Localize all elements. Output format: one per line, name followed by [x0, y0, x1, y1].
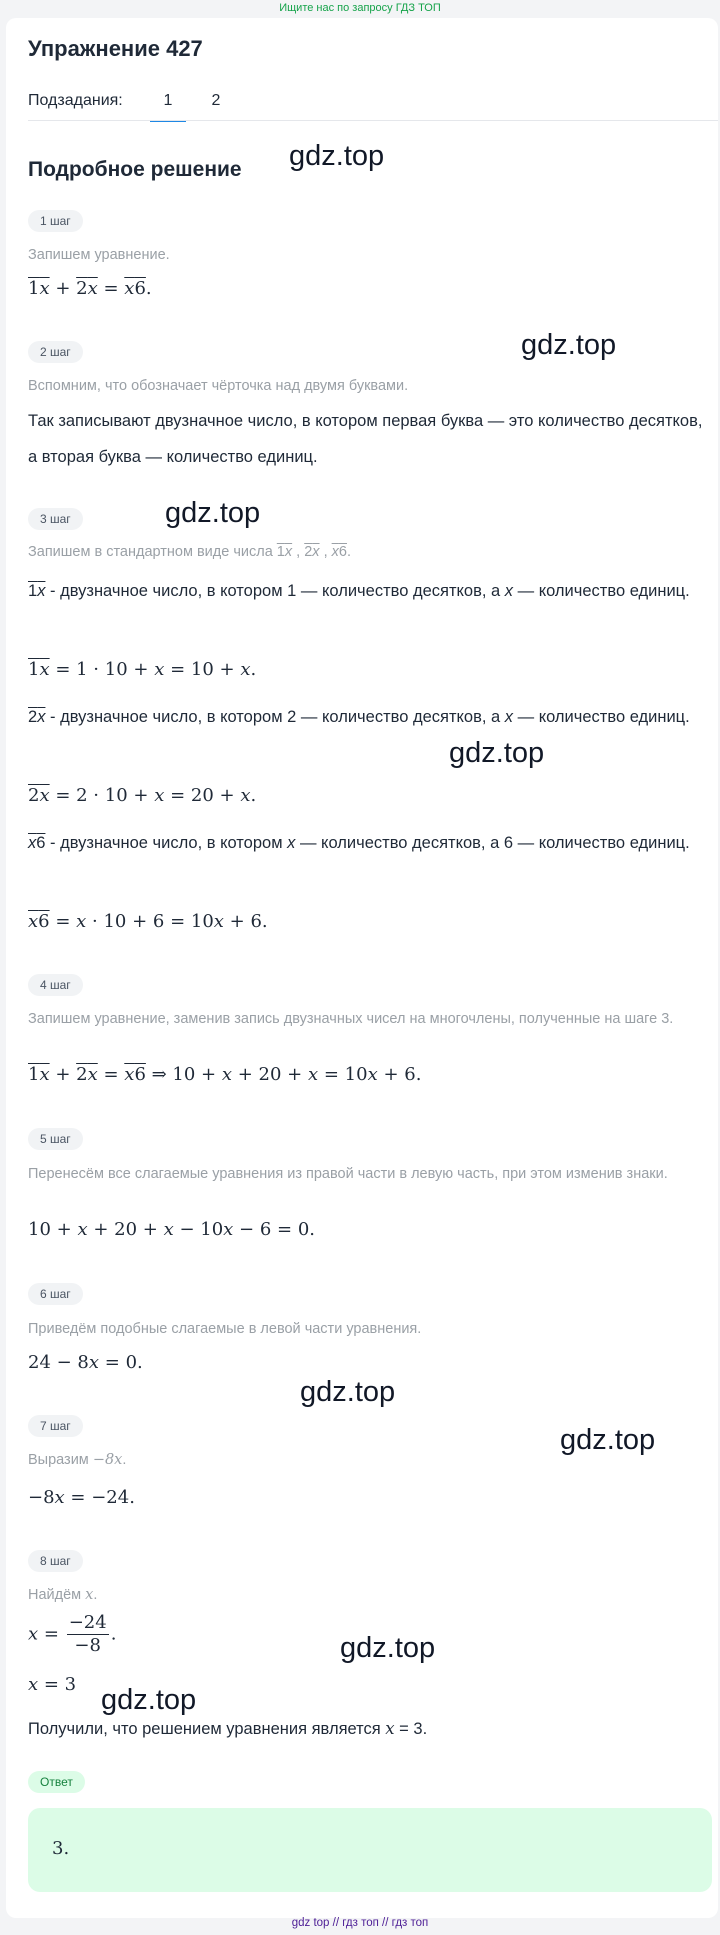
- step3-text-x6: x6 - двузначное число, в котором x — количество десятков, а 6 — количество единиц.: [28, 834, 690, 852]
- watermark: gdz.top: [289, 140, 385, 172]
- step-badge-4: 4 шаг: [28, 974, 83, 996]
- step-math-5: 10 + x + 20 + x − 10x − 6 = 0.: [28, 1219, 315, 1240]
- subtasks-label: Подзадания:: [28, 92, 123, 109]
- step-math-6: 24 − 8x = 0.: [28, 1352, 143, 1373]
- step-badge-8: 8 шаг: [28, 1550, 83, 1572]
- step3-math-2x: 2x = 2 · 10 + x = 20 + x.: [28, 785, 257, 806]
- step8-conclusion: Получили, что решением уравнения является x = 3.: [28, 1719, 428, 1738]
- step-badge-3: 3 шаг: [28, 508, 83, 530]
- step-desc-8: Найдём x.: [28, 1587, 98, 1603]
- step-math-7: −8x = −24.: [28, 1487, 135, 1508]
- step-desc-2: Вспомним, что обозначает чёрточка над двумя буквами.: [28, 378, 409, 394]
- step-text-2: Так записывают двузначное число, в котором первая буква — это количество десятков, а вторая буква — количество единиц.: [28, 412, 703, 466]
- step-badge-7: 7 шаг: [28, 1415, 83, 1437]
- step3-math-x6: x6 = x · 10 + 6 = 10x + 6.: [28, 911, 268, 932]
- section-title: Подробное решение: [28, 158, 242, 181]
- answer-value: 3.: [52, 1838, 70, 1859]
- subtask-tab-1[interactable]: 1: [150, 92, 186, 122]
- step-math-1: 1x + 2x = x6.: [28, 278, 152, 299]
- watermark: gdz.top: [340, 1632, 436, 1664]
- watermark: gdz.top: [449, 737, 545, 769]
- watermark: gdz.top: [521, 329, 617, 361]
- step-desc-7: Выразим −8x.: [28, 1452, 127, 1468]
- step-desc-6: Приведём подобные слагаемые в левой части уравнения.: [28, 1321, 422, 1337]
- watermark: gdz.top: [165, 497, 261, 529]
- step-badge-5: 5 шаг: [28, 1128, 83, 1150]
- step3-math-1x: 1x = 1 · 10 + x = 10 + x.: [28, 659, 257, 680]
- step-math-8-result: x = 3: [28, 1674, 77, 1695]
- subtask-tab-2[interactable]: 2: [211, 92, 221, 109]
- step3-text-1x: 1x - двузначное число, в котором 1 — количество десятков, а x — количество единиц.: [28, 582, 690, 600]
- step-badge-6: 6 шаг: [28, 1283, 83, 1305]
- watermark: gdz.top: [560, 1424, 656, 1456]
- exercise-title: Упражнение 427: [28, 36, 203, 61]
- watermark: gdz.top: [101, 1684, 197, 1716]
- step-math-8-fraction: x = $\frac{-24}{-8}$ .: [28, 1612, 117, 1656]
- answer-badge: Ответ: [28, 1771, 85, 1793]
- divider: [28, 120, 718, 121]
- step-badge-1: 1 шаг: [28, 210, 83, 232]
- step-desc-4: Запишем уравнение, заменив запись двузначных чисел на многочлены, полученные на шаге 3.: [28, 1011, 674, 1027]
- top-search-link[interactable]: Ищите нас по запросу ГДЗ ТОП: [279, 2, 441, 14]
- step-badge-2: 2 шаг: [28, 341, 83, 363]
- step-desc-5: Перенесём все слагаемые уравнения из правой части в левую часть, при этом изменив знаки.: [28, 1166, 668, 1182]
- footer-links[interactable]: gdz top // гдз топ // гдз топ: [291, 1917, 429, 1929]
- watermark: gdz.top: [300, 1376, 396, 1408]
- answer-box: [28, 1808, 712, 1892]
- step3-text-2x: 2x - двузначное число, в котором 2 — количество десятков, а x — количество единиц.: [28, 708, 690, 726]
- step-desc-1: Запишем уравнение.: [28, 247, 170, 263]
- step-math-4: 1x + 2x = x6 ⇒ 10 + x + 20 + x = 10x + 6.: [28, 1064, 422, 1085]
- step-desc-3: Запишем в стандартном виде числа 1x , 2x , x6.: [28, 544, 351, 560]
